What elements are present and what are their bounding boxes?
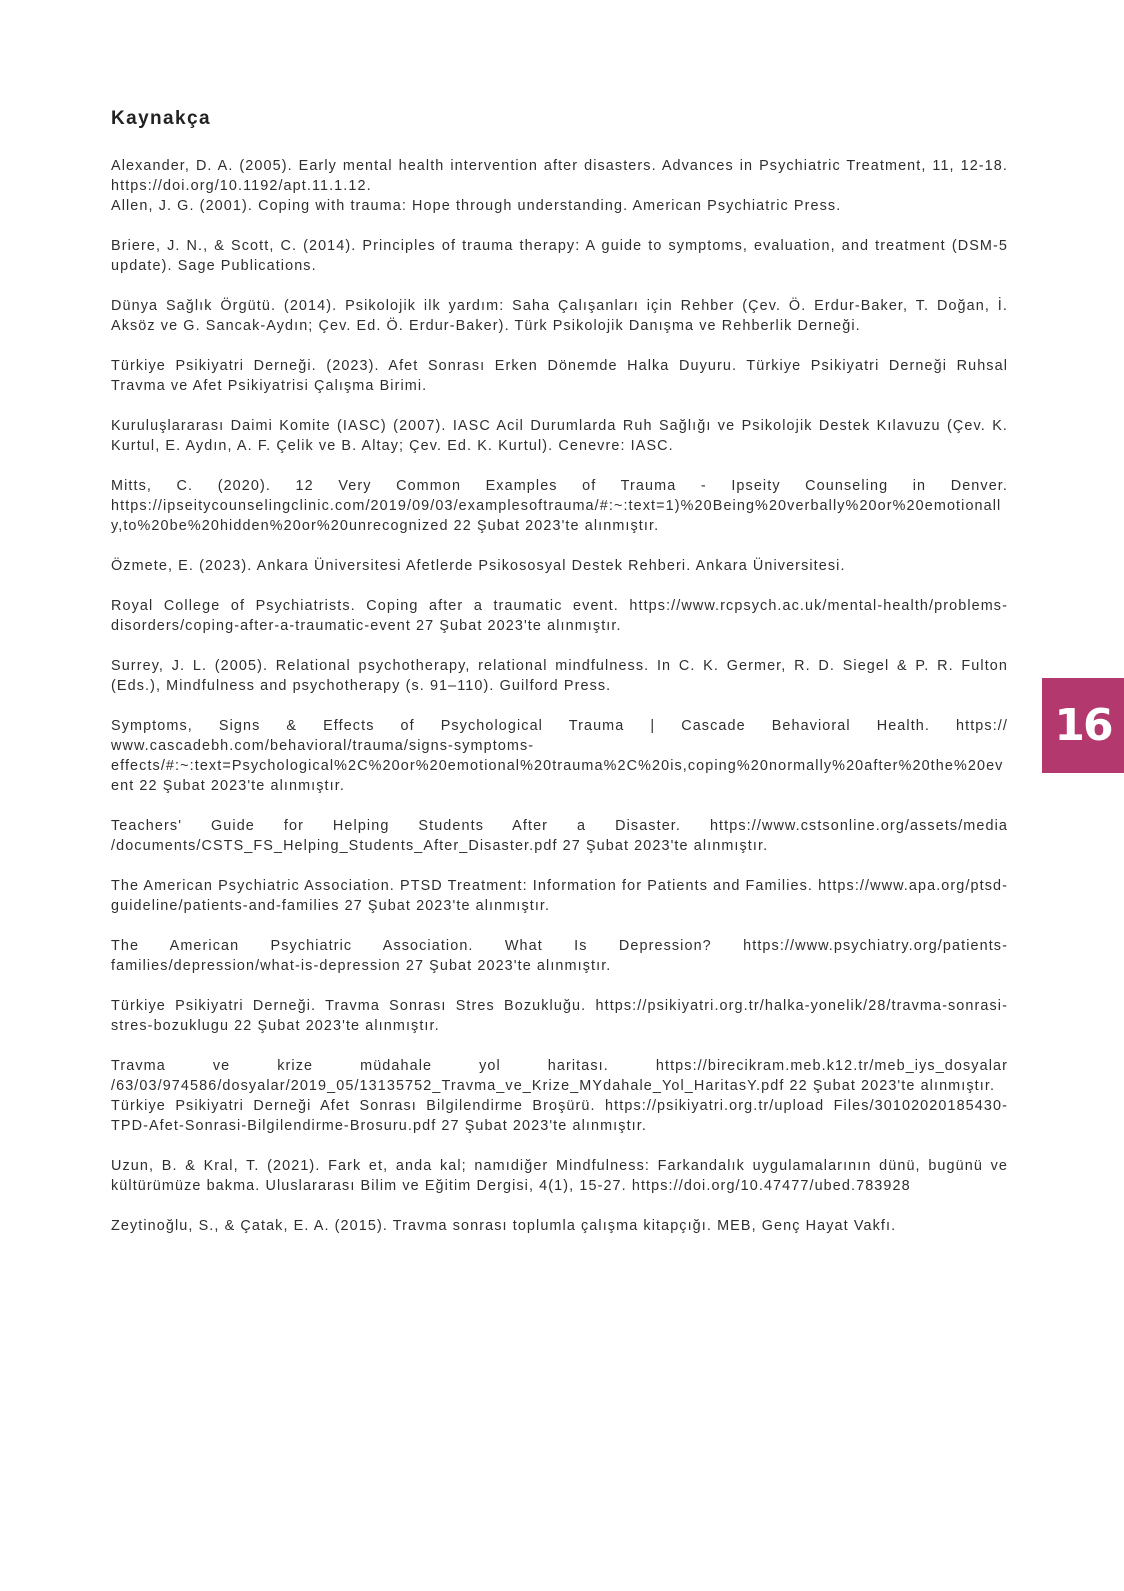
reference-item: Özmete, E. (2023). Ankara Üniversitesi Afetlerde Psikososyal Destek Rehberi. Ankara Üniversitesi. (111, 558, 846, 574)
reference-item: Teachers' Guide for Helping Students After a Disaster. https://www.cstsonline.org/assets/media /documents/CSTS_FS_Helping_Students_After_Disaster.pdf 27 Şubat 2023'te alınmıştır. (111, 818, 1008, 854)
reference-item: Briere, J. N., & Scott, C. (2014). Principles of trauma therapy: A guide to symptoms, evaluation, and treatment (DSM-5 update). Sage Publications. (111, 238, 1008, 274)
page-number-tab (1042, 678, 1124, 773)
page-number: 16 (1054, 700, 1112, 751)
reference-item: Uzun, B. & Kral, T. (2021). Fark et, anda kal; namıdiğer Mindfulness: Farkandalık uygulamalarının dünü, bugünü ve kültürümüze bakma. Uluslararası Bilim ve Eğitim Dergisi, 4(1), 15-27. https://doi.org/10.47477/ubed.783928 (111, 1158, 1008, 1194)
reference-item: Türkiye Psikiyatri Derneği Afet Sonrası Bilgilendirme Broşürü. https://psikiyatri.org.tr/upload Files/30102020185430-TPD-Afet-Sonrasi-Bilgilendirme-Brosuru.pdf 27 Şubat 2023'te alınmıştır. (111, 1098, 1008, 1134)
reference-item: Travma ve krize müdahale yol haritası. https://birecikram.meb.k12.tr/meb_iys_dosyalar /63/03/974586/dosyalar/2019_05/13135752_Travma_ve_Krize_MYdahale_Yol_HaritasY.pdf 22 Şubat 2023'te alınmıştır. (111, 1058, 1008, 1094)
page-heading: Kaynakça (111, 108, 211, 129)
reference-item: Alexander, D. A. (2005). Early mental health intervention after disasters. Advances in Psychiatric Treatment, 11, 12-18. https://doi.org/10.1192/apt.11.1.12. (111, 158, 1008, 194)
reference-item: Symptoms, Signs & Effects of Psychological Trauma | Cascade Behavioral Health. https:// www.cascadebh.com/behavioral/trauma/signs-symptoms-effects/#:~:text=Psychological%2C%20or%20emotional%20trauma%2C%20is,coping%20normally%20after%20the%20event 22 Şubat 2023'te alınmıştır. (111, 718, 1008, 794)
reference-item: Kuruluşlararası Daimi Komite (IASC) (2007). IASC Acil Durumlarda Ruh Sağlığı ve Psikolojik Destek Kılavuzu (Çev. K. Kurtul, E. Aydın, A. F. Çelik ve B. Altay; Çev. Ed. K. Kurtul). Cenevre: IASC. (111, 418, 1008, 454)
reference-list (111, 156, 1008, 1256)
reference-item: The American Psychiatric Association. PTSD Treatment: Information for Patients and Families. https://www.apa.org/ptsd-guideline/patients-and-families 27 Şubat 2023'te alınmıştır. (111, 878, 1008, 914)
reference-item: Zeytinoğlu, S., & Çatak, E. A. (2015). Travma sonrası toplumla çalışma kitapçığı. MEB, Genç Hayat Vakfı. (111, 1218, 897, 1234)
reference-item: Surrey, J. L. (2005). Relational psychotherapy, relational mindfulness. In C. K. Germer, R. D. Siegel & P. R. Fulton (Eds.), Mindfulness and psychotherapy (s. 91–110). Guilford Press. (111, 658, 1008, 694)
reference-item: Dünya Sağlık Örgütü. (2014). Psikolojik ilk yardım: Saha Çalışanları için Rehber (Çev. Ö. Erdur-Baker, T. Doğan, İ. Aksöz ve G. Sancak-Aydın; Çev. Ed. Ö. Erdur-Baker). Türk Psikolojik Danışma ve Rehberlik Derneği. (111, 298, 1008, 334)
reference-item: Allen, J. G. (2001). Coping with trauma: Hope through understanding. American Psychiatric Press. (111, 198, 842, 214)
reference-item: Türkiye Psikiyatri Derneği. Travma Sonrası Stres Bozukluğu. https://psikiyatri.org.tr/halka-yonelik/28/travma-sonrasi-stres-bozuklugu 22 Şubat 2023'te alınmıştır. (111, 998, 1008, 1034)
reference-item: Türkiye Psikiyatri Derneği. (2023). Afet Sonrası Erken Dönemde Halka Duyuru. Türkiye Psikiyatri Derneği Ruhsal Travma ve Afet Psikiyatrisi Çalışma Birimi. (111, 358, 1008, 394)
reference-item: Mitts, C. (2020). 12 Very Common Examples of Trauma - Ipseity Counseling in Denver. https://ipseitycounselingclinic.com/2019/09/03/examplesoftrauma/#:~:text=1)%20Being%20verbally%20or%20emotionally,to%20be%20hidden%20or%20unrecognized 22 Şubat 2023'te alınmıştır. (111, 478, 1008, 534)
reference-item: The American Psychiatric Association. What Is Depression? https://www.psychiatry.org/patients-families/depression/what-is-depression 27 Şubat 2023'te alınmıştır. (111, 938, 1008, 974)
reference-item: Royal College of Psychiatrists. Coping after a traumatic event. https://www.rcpsych.ac.uk/mental-health/problems-disorders/coping-after-a-traumatic-event 27 Şubat 2023'te alınmıştır. (111, 598, 1008, 634)
